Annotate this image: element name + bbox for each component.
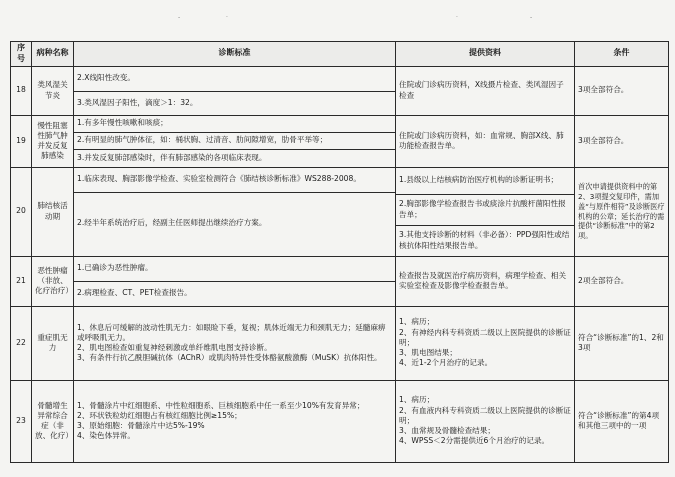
- criteria-cell: [74, 66, 396, 115]
- disease-name: 恶性肿瘤（非放、化疗治疗）: [32, 256, 74, 306]
- document-table-wrap: [10, 41, 668, 463]
- criteria-item: 1.有多年慢性咳嗽和咳痰；: [74, 116, 395, 133]
- materials-cell: [396, 306, 575, 380]
- header-materials: 提供资料: [396, 42, 575, 67]
- condition-cell: 2项全部符合。: [575, 256, 669, 306]
- materials-item: 4、WPSS＜2分需提供近6个月治疗的记录。: [399, 436, 550, 446]
- criteria-item: 1、休息后可缓解的波动性肌无力：如眼睑下垂，复视；肌体近端无力和颈肌无力；延髓麻痹或呼吸肌无力。: [77, 322, 386, 342]
- condition-cell: 符合“诊断标准”的第4项和其他三项中的一项: [575, 380, 669, 462]
- criteria-item: 2.X线阳性改变。: [74, 67, 395, 92]
- criteria-item: 2.病理检查、CT、PET检查报告。: [77, 288, 192, 298]
- table-row: [11, 167, 669, 256]
- materials-item: 1.县级以上结核病防治医疗机构的诊断证明书；: [396, 168, 574, 195]
- header-condition: 条件: [575, 42, 669, 67]
- criteria-item: 1.临床表现、胸部影像学检查、实验室检测符合《肺结核诊断标准》WS288-2008。: [74, 168, 395, 193]
- materials-item: 3.其他支持诊断的材料（非必备）：PPD强阳性或结核抗体阳性结果报告单。: [399, 230, 570, 250]
- materials-item: 1、病历；: [399, 395, 435, 405]
- materials-cell: 住院或门诊病历资料，X线摄片检查、类风湿因子检查: [396, 66, 575, 115]
- criteria-cell: [74, 167, 396, 256]
- materials-item: 4、近1-2个月治疗的记录。: [399, 358, 493, 368]
- table-row: [11, 66, 669, 115]
- criteria-item: 3.类风湿因子阳性，滴度＞1：32。: [77, 97, 198, 107]
- materials-item: 3、肌电图结果；: [399, 348, 457, 358]
- materials-item: 2、有神经内科专科资质二级以上医院提供的诊断证明；: [399, 327, 571, 347]
- row-number: 22: [11, 306, 32, 380]
- criteria-item: 2.有明显的肺气肿体征，如：桶状胸、过清音、肋间隙增宽，肋骨平举等；: [74, 133, 395, 150]
- page-mark: ·: [456, 14, 458, 21]
- header-criteria: 诊断标准: [74, 42, 396, 67]
- row-number: 19: [11, 115, 32, 167]
- header-num: 序号: [11, 42, 32, 67]
- materials-cell: 检查报告及就医治疗病历资料，病理学检查、相关实验室检查及影像学检查报告单。: [396, 256, 575, 306]
- row-number: 21: [11, 256, 32, 306]
- header-disease-name: 病种名称: [32, 42, 74, 67]
- criteria-item: 2、肌电图检查如重复神经刺激或单纤维肌电图支持诊断。: [77, 343, 272, 353]
- disease-name: 骨髓增生异常综合症（非放、化疗）: [32, 380, 74, 462]
- condition-cell: 3项全部符合。: [575, 66, 669, 115]
- row-number: 23: [11, 380, 32, 462]
- materials-item: 2.胸部影像学检查报告书或痰涂片抗酸杆菌阳性报告单；: [396, 195, 574, 226]
- table-row: [11, 306, 669, 380]
- row-number: 20: [11, 167, 32, 256]
- table-row: [11, 380, 669, 462]
- diagnosis-table: [10, 41, 669, 463]
- materials-cell: 住院或门诊病历资料，如：血常规、胸部X线、肺功能检查报告单。: [396, 115, 575, 167]
- materials-cell: [396, 167, 575, 256]
- criteria-cell: [74, 306, 396, 380]
- criteria-cell: [74, 256, 396, 306]
- condition-cell: 3项全部符合。: [575, 115, 669, 167]
- table-row: [11, 256, 669, 306]
- criteria-item: 3、原始细胞：骨髓涂片中达5%-19%: [77, 421, 205, 431]
- condition-cell: 符合“诊断标准”的1、2和3项: [575, 306, 669, 380]
- materials-item: 2、有血液内科专科资质二级以上医院提供的诊断证明；: [399, 405, 571, 425]
- page-mark: ·: [226, 14, 228, 21]
- criteria-item: 3、有条件行抗乙酰胆碱抗体（AChR）或肌肉特异性受体酪氨酸激酶（MuSK）抗体阳性。: [77, 353, 382, 363]
- criteria-cell: [74, 380, 396, 462]
- disease-name: 重症肌无力: [32, 306, 74, 380]
- materials-item: 3、血常规及骨髓检查结果；: [399, 426, 495, 436]
- page-mark: -: [530, 14, 533, 21]
- disease-name: 慢性阻塞性肺气肿并发反复肺感染: [32, 115, 74, 167]
- condition-cell: 首次申请提供资料中的第2、3项提交复印件，需加盖“与原件相符”及诊断医疗机构的公章；延长治疗的需提供“诊断标准”中的第2项。: [575, 167, 669, 256]
- table-header-row: [11, 42, 669, 67]
- materials-cell: [396, 380, 575, 462]
- criteria-item: 2、环状铁粒幼红细胞占有核红细胞比例≥15%；: [77, 410, 242, 420]
- page-mark: -: [178, 14, 181, 21]
- criteria-item: 1、骨髓涂片中红细胞系、中性粒细胞系、巨核细胞系中任一系至少10%有发育异常；: [77, 400, 365, 410]
- criteria-item: 3.并发反复肺部感染时，伴有肺部感染的各项临床表现。: [77, 152, 267, 162]
- row-number: 18: [11, 66, 32, 115]
- disease-name: 肺结核活动期: [32, 167, 74, 256]
- materials-item: 1、病历；: [399, 317, 435, 327]
- criteria-item: 4、染色体异常。: [77, 431, 135, 441]
- criteria-item: 1.已确诊为恶性肿瘤。: [74, 257, 395, 282]
- table-row: [11, 115, 669, 167]
- disease-name: 类风湿关节炎: [32, 66, 74, 115]
- criteria-cell: [74, 115, 396, 167]
- criteria-item: 2.经半年系统治疗后，经副主任医师提出继续治疗方案。: [77, 217, 267, 227]
